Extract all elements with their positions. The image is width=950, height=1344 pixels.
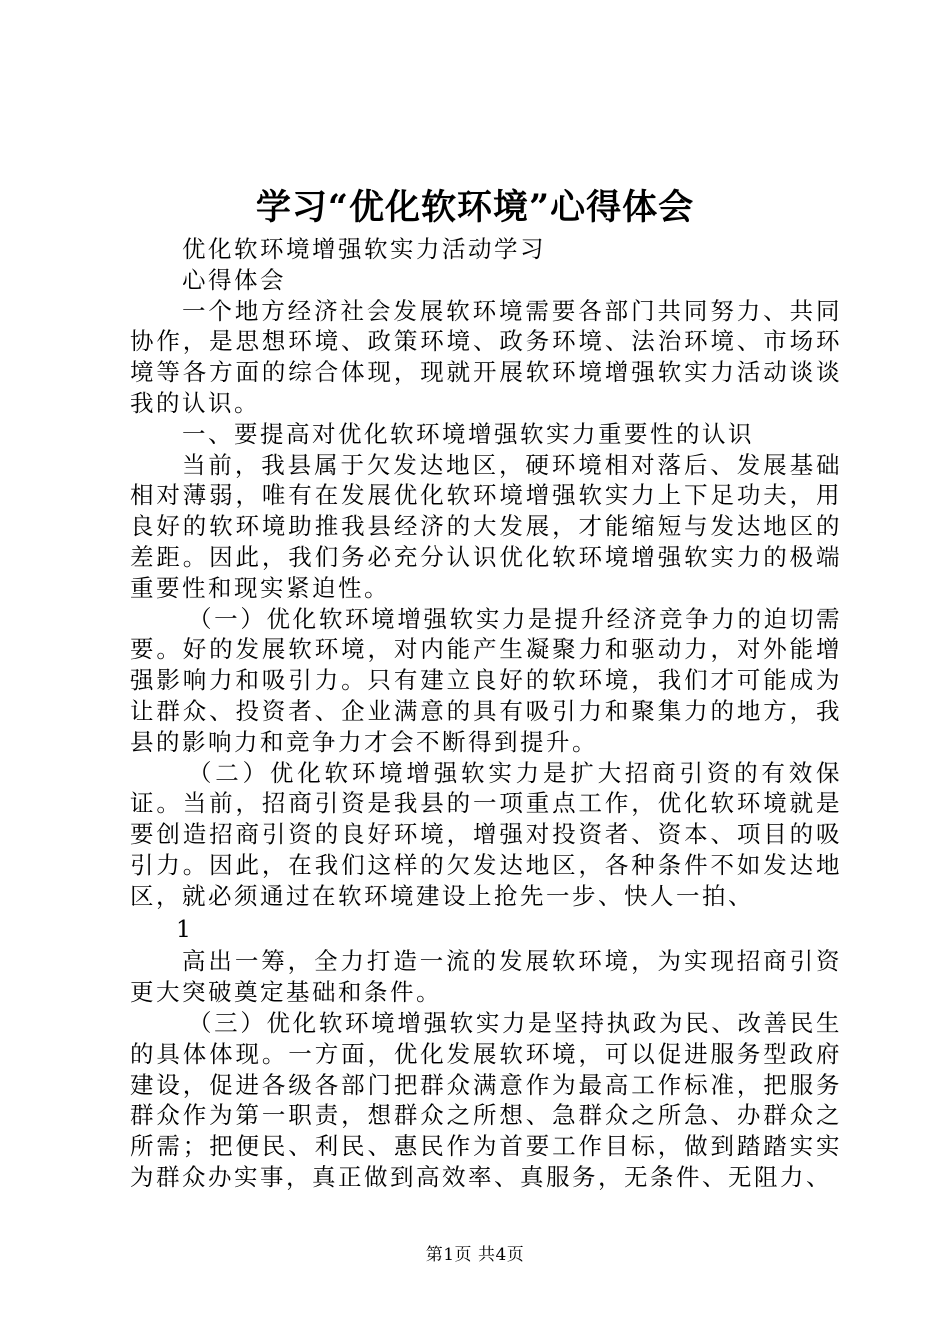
paragraph-point-1: （一）优化软环境增强软实力是提升经济竞争力的迫切需要。好的发展软环境，对内能产生凝聚力和驱动力，对外能增强影响力和吸引力。只有建立良好的软环境，我们才可能成为让群众、投资者、企业满意的具有吸引力和聚集力的地方，我县的影响力和竞争力才会不断得到提升。 [130,604,842,756]
inline-page-number: 1 [176,914,194,943]
paragraph-continuation: 高出一筹，全力打造一流的发展软环境，为实现招商引资更大突破奠定基础和条件。 [130,947,842,1007]
section-heading-1: 一、要提高对优化软环境增强软实力重要性的认识 [182,419,754,448]
paragraph-current-situation: 当前，我县属于欠发达地区，硬环境相对落后、发展基础相对薄弱，唯有在发展优化软环境增强软实力上下足功夫，用良好的软环境助推我县经济的大发展，才能缩短与发达地区的差距。因此，我们务必充分认识优化软环境增强软实力的极端重要性和现实紧迫性。 [130,450,842,602]
paragraph-point-3: （三）优化软环境增强软实力是坚持执政为民、改善民生的具体体现。一方面，优化发展软环境，可以促进服务型政府建设，促进各级各部门把群众满意作为最高工作标准，把服务群众作为第一职责，想群众之所想、急群众之所急、办群众之所需；把便民、利民、惠民作为首要工作目标，做到踏踏实实为群众办实事，真正做到高效率、真服务，无条件、无阻力、 [130,1008,842,1191]
paragraph-intro: 一个地方经济社会发展软环境需要各部门共同努力、共同协作，是思想环境、政策环境、政务环境、法治环境、市场环境等各方面的综合体现，现就开展软环境增强软实力活动谈谈我的认识。 [130,296,842,417]
document-title: 学习“优化软环境”心得体会 [255,187,695,228]
document-body [130,234,842,1193]
paragraph-subtitle-line-2: 心得体会 [182,265,286,294]
page-footer: 第1页 共4页 [425,1245,525,1265]
paragraph-subtitle-line-1: 优化软环境增强软实力活动学习 [182,235,546,263]
paragraph-point-2: （二）优化软环境增强软实力是扩大招商引资的有效保证。当前，招商引资是我县的一项重点工作，优化软环境就是要创造招商引资的良好环境，增强对投资者、资本、项目的吸引力。因此，在我们这样的欠发达地区，各种条件不如发达地区，就必须通过在软环境建设上抢先一步、快人一拍、 [130,758,842,910]
